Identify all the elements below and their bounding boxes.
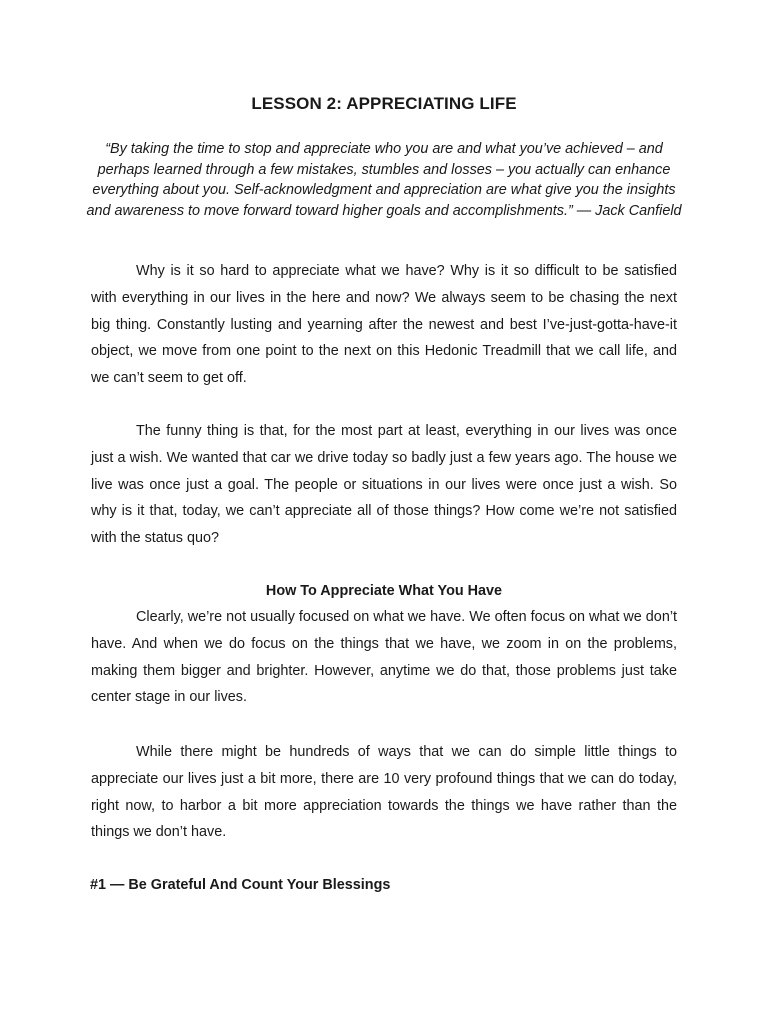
body-paragraph: Clearly, we’re not usually focused on what we have. We often focus on what we don’t have. And when we do focus on the things that we have, we zoom in on the problems, making them bigger and brighter. However, anytime we do that, those problems just take center stage in our lives. (91, 609, 678, 706)
epigraph-quote: “By taking the time to stop and appreciate who you are and what you’ve achieved – and perhaps learned through a few mistakes, stumbles and losses – you actually can enhance everything about you. Self-acknowledgment and appreciation are what give you the insights and awareness to move forward toward higher goals and accomplishments.” — Jack Canfield (86, 141, 682, 219)
body-paragraph: Why is it so hard to appreciate what we have? Why is it so difficult to be satisfied with everything in our lives in the here and now? We always seem to be chasing the next big thing. Constantly lusting and yearning after the newest and best I’ve-just-gotta-have-it object, we move from one point to the next on this Hedonic Treadmill that we call life, and we can’t seem to get off. (91, 263, 677, 387)
lesson-title: LESSON 2: APPRECIATING LIFE (251, 94, 517, 113)
section-heading: How To Appreciate What You Have (265, 583, 503, 599)
body-paragraph: While there might be hundreds of ways that we can do simple little things to appreciate our lives just a bit more, there are 10 very profound things that we can do today, right now, to harbor a bit more appreciation towards the things we have rather than the things we don’t have. (91, 744, 677, 841)
numbered-subheading: #1 — Be Grateful And Count Your Blessings (90, 877, 391, 893)
body-paragraph: The funny thing is that, for the most part at least, everything in our lives was once just a wish. We wanted that car we drive today so badly just a few years ago. The house we live was once just a goal. The people or situations in our lives were once just a wish. So why is it that, today, we can’t appreciate all of those things? How come we’re not satisfied with the status quo? (91, 423, 677, 547)
